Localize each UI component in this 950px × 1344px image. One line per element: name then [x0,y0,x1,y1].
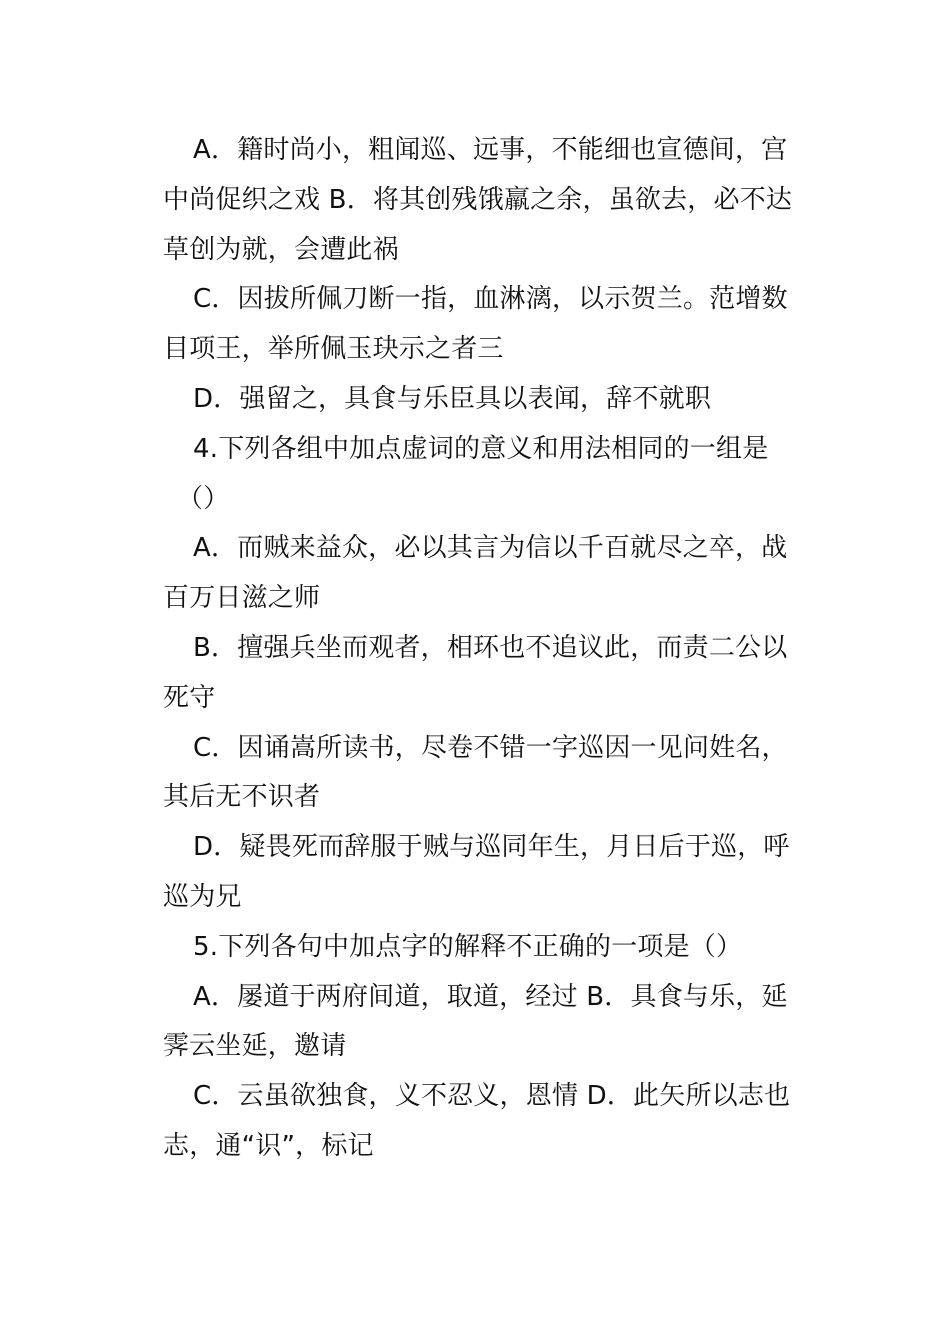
question-4-option-a-cont: 百万日滋之师 [163,583,321,614]
question-5-option-a: A．屡道于两府间道，取道，经过 B．具食与乐，延 [193,981,788,1012]
question-4-option-b: B．擅强兵坐而观者，相环也不追议此，而责二公以 [193,632,788,663]
text-line-5: 目项王，举所佩玉玦示之者三 [163,334,504,365]
text-line-3: 草创为就，会遭此祸 [163,234,399,265]
question-5-option-c-cont: 志，通“识”，标记 [163,1130,374,1161]
question-4-option-c-cont: 其后无不识者 [163,782,321,813]
question-4-option-c: C．因诵嵩所读书，尽卷不错一字巡因一见问姓名， [193,732,788,763]
question-4-option-b-cont: 死守 [163,682,216,713]
document-body [163,126,793,1172]
text-line-6: D．强留之，具食与乐臣具以表闻，辞不就职 [193,383,712,414]
question-4-option-d-cont: 巡为兄 [163,881,242,912]
text-line-2: 中尚促织之戏 B．将其创残饿羸之余，虽欲去，必不达 [163,184,793,215]
question-4-stem: 4.下列各组中加点虚词的意义和用法相同的一组是 [193,433,769,464]
text-line-1: A．籍时尚小，粗闻巡、远事，不能细也宣德间，宫 [193,135,788,165]
question-4-option-d: D．疑畏死而辞服于贼与巡同年生，月日后于巡，呼 [193,832,790,863]
question-5-option-c: C．云虽欲独食，义不忍义，恩情 D．此矢所以志也 [193,1081,791,1112]
question-4-option-a: A．而贼来益众，必以其言为信以千百就尽之卒，战 [193,533,788,564]
question-5-option-a-cont: 霁云坐延，邀请 [163,1031,347,1062]
question-4-blank: （） [177,483,230,514]
question-5-stem: 5.下列各句中加点字的解释不正确的一项是（） [193,931,743,962]
text-line-4: C．因拔所佩刀断一指，血淋漓，以示贺兰。范增数 [193,284,788,315]
